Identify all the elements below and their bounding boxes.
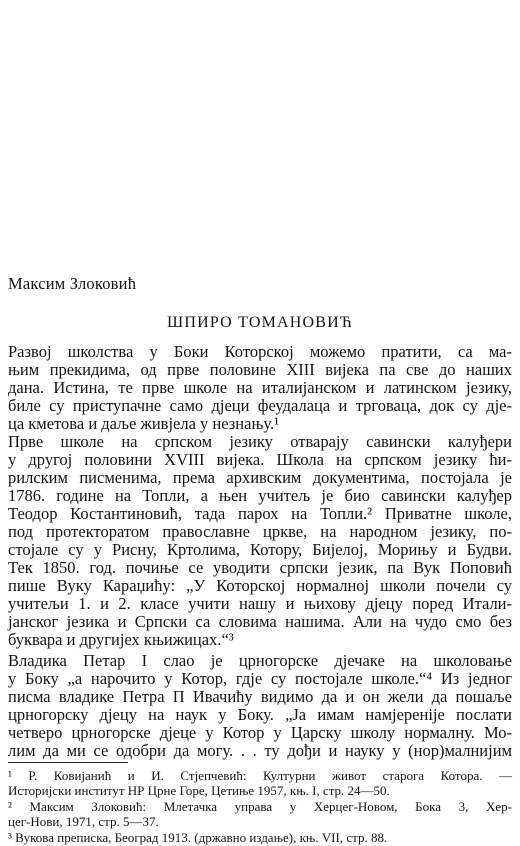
body-line: писма владике Петра П Ивачићу видимо да и он жели да пошаље: [8, 687, 512, 706]
body-line: лим да ми се одобри да могу. . . ту дођи и науку у (нор)малнијим: [8, 741, 512, 760]
body-line: четверо црногорске дјеце у Котор у Царску школу нормалну. Мо-: [8, 723, 512, 742]
body-line: стојале су у Рисну, Кртолима, Котору, Бијелој, Морињу и Будви.: [8, 540, 512, 559]
body-line: учитељи 1. и 2. класе учити нашу и њихову дјецу поред Итали-: [8, 594, 512, 613]
body-line: под протекторатом православне цркве, на народном језику, по-: [8, 522, 512, 541]
body-line: пише Вуку Караџићу: „У Которској нормалној школи почели су: [8, 576, 512, 595]
author-name: Максим Злоковић: [8, 274, 137, 293]
body-line: Прве школе на српском језику отварају савински калуђери: [8, 432, 512, 451]
body-line: њим прекидима, од прве половине XIII вијека па све до наших: [8, 360, 512, 379]
body-line: ца кметова и даље живјела у незнању.¹: [8, 414, 280, 433]
body-line: Развој школства у Боки Которској можемо пратити, са ма-: [8, 342, 512, 361]
body-line: у другој половини XVIII вијека. Школа на српском језику ћи-: [8, 450, 512, 469]
footnote-line: Историјски институт НР Црне Горе, Цетиње 1957, књ. I, стр. 24—50.: [8, 783, 390, 798]
body-line: јанског језика и Српски са словима нашима. Али на чудо смо без: [8, 612, 512, 631]
body-line: буквара и другијех књижицах.“³: [8, 630, 234, 649]
body-line: црногорску дјецу на наук у Боку. „Ја имам намјеренiје послати: [8, 705, 512, 724]
body-line: Тек 1850. год. почиње се уводити српски језик, па Вук Поповић: [8, 558, 512, 577]
footnote-divider: [8, 762, 128, 763]
body-line: дана. Истина, те прве школе на италијанском и латинском језику,: [8, 378, 512, 397]
footnote-line: цег-Нови, 1971, стр. 5—37.: [8, 814, 159, 829]
body-line: 1786. године на Топли, а њен учитељ је био савински калуђер: [8, 486, 512, 505]
footnote-line: ¹ Р. Ковијанић и И. Стјепчевић: Културни живот старога Котора. —: [8, 768, 512, 783]
article-title: ШПИРО ТОМАНОВИЋ: [167, 314, 353, 331]
footnote-line: ³ Вукова преписка, Београд 1913. (државно издање), књ. VII, стр. 88.: [8, 830, 388, 845]
body-line: Владика Петар I слао је црногорске дјечаке на школовање: [8, 651, 512, 670]
footnote-line: ² Максим Злоковић: Млетачка управа у Херцег-Новом, Бока 3, Хер-: [8, 799, 512, 814]
body-line: у Боку „а нарочито у Котор, гдје су постојале школе.“⁴ Из једног: [8, 669, 512, 688]
body-line: биле су приступачне само дјеци феудалаца и трговаца, док су дје-: [8, 396, 512, 415]
body-line: рилским писменима, према архивским документима, постојала је: [8, 468, 512, 487]
body-line: Теодор Костантиновић, тада парох на Топли.² Приватне школе,: [8, 504, 512, 523]
